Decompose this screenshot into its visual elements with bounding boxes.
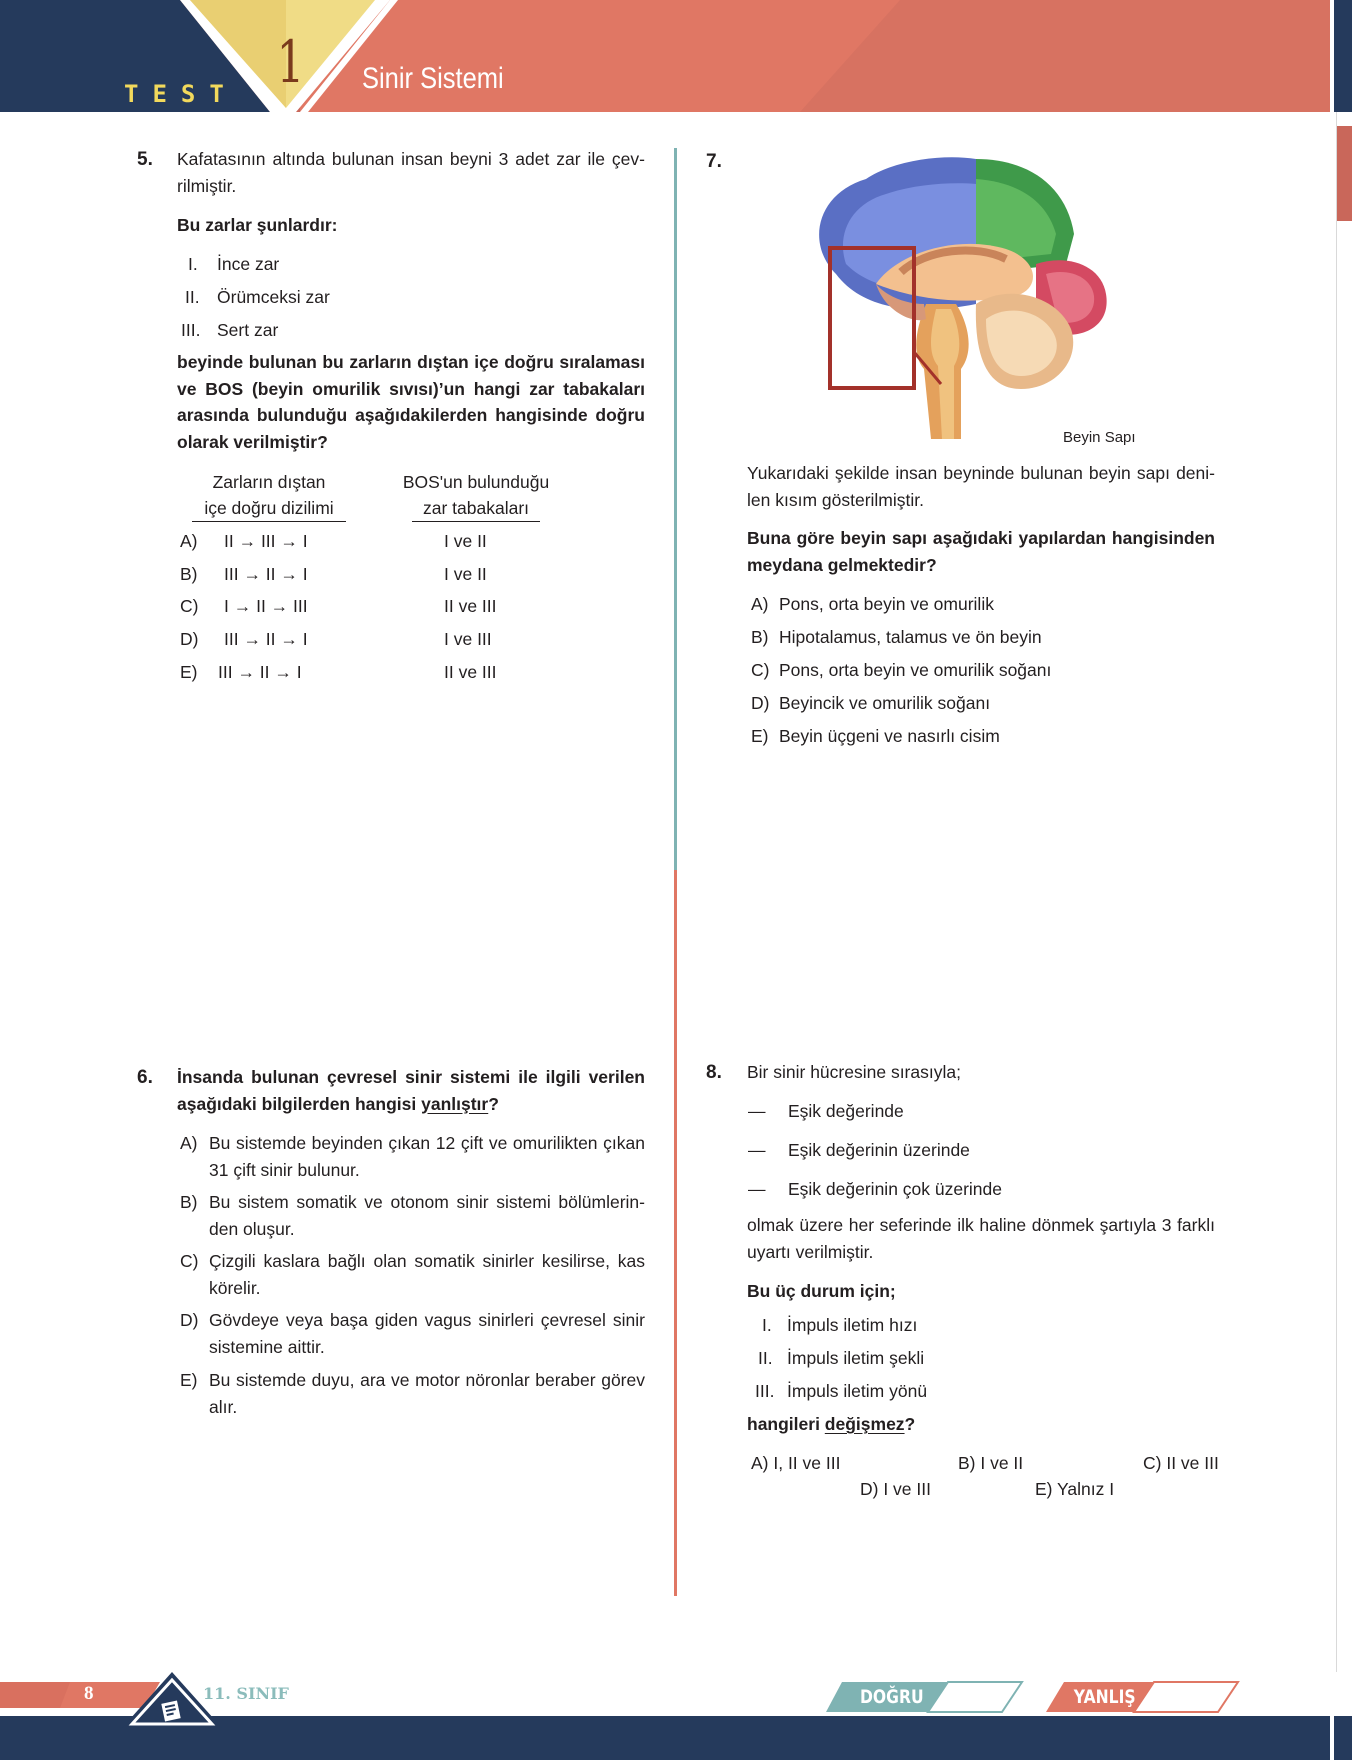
item-text: Örümceksi zar — [217, 287, 330, 307]
prompt-text: ? — [904, 1414, 916, 1434]
option-letter: B) — [180, 564, 198, 584]
stem-line: rilmiştir. — [177, 175, 237, 196]
option-c[interactable] — [180, 593, 198, 619]
option-line: sistemine aittir. — [209, 1336, 325, 1357]
test-number: 1 — [276, 28, 305, 96]
emphasis-word: yanlıştır — [421, 1093, 489, 1114]
grade-label: 11. SINIF — [203, 1684, 289, 1703]
option-line: Bu sistemde duyu, ara ve motor nöronlar beraber görev — [209, 1370, 645, 1390]
option-b-text — [209, 1189, 645, 1242]
prompt-line: ve BOS (beyin omurilik sıvısı)’un hangi zar tabakaları — [177, 378, 645, 399]
option-text: Beyin üçgeni ve nasırlı cisim — [779, 726, 1000, 746]
option-letter: D) — [180, 629, 199, 649]
stem-line — [177, 1091, 645, 1118]
option-d-text — [209, 1307, 645, 1360]
option-d[interactable]: D) I ve III — [860, 1479, 931, 1499]
question-lead: Bu üç durum için; — [747, 1281, 896, 1301]
option-a[interactable] — [180, 1130, 209, 1156]
option-e[interactable] — [180, 1367, 198, 1393]
option-b[interactable] — [751, 624, 1042, 650]
option-line: Bu sistemde beyinden çıkan 12 çift ve omurilikten çıkan — [209, 1133, 645, 1153]
question-prompt — [177, 349, 645, 455]
prompt-line: arasında bulunduğu aşağıdakilerden hangisinde doğru — [177, 405, 645, 425]
book-icon — [158, 1696, 186, 1724]
item-text: İnce zar — [217, 254, 280, 274]
option-layers: I ve II — [444, 531, 487, 551]
option-letter: D) — [751, 693, 770, 713]
option-c[interactable] — [751, 657, 1051, 683]
option-line: körelir. — [209, 1277, 261, 1298]
header-line: BOS'un bulunduğu — [402, 472, 550, 492]
item-text: İmpuls iletim şekli — [787, 1348, 925, 1368]
column-divider-bottom — [674, 870, 677, 1596]
dash-item-text: Eşik değerinin üzerinde — [788, 1140, 970, 1160]
option-a[interactable] — [751, 591, 994, 617]
roman-numeral: I. — [762, 1315, 772, 1335]
option-letter: E) — [751, 726, 769, 746]
option-letter: A) — [180, 531, 198, 551]
option-order: III → II → I — [224, 629, 308, 649]
roman-numeral: I. — [188, 254, 198, 274]
roman-numeral: II. — [758, 1348, 773, 1368]
question-prompt — [747, 1411, 915, 1438]
option-c[interactable] — [180, 1248, 198, 1274]
option-c[interactable]: C) II ve III — [1143, 1453, 1219, 1473]
stem-line: len kısım gösterilmiştir. — [747, 489, 924, 510]
correct-count-label: DOĞRU — [859, 1686, 924, 1708]
option-text: Pons, orta beyin ve omurilik — [779, 594, 994, 614]
test-label: TEST — [124, 80, 238, 108]
option-e[interactable] — [751, 723, 1000, 749]
option-d[interactable] — [180, 626, 198, 652]
option-line: alır. — [209, 1396, 238, 1417]
option-letter: B) — [751, 627, 769, 647]
question-stem — [747, 460, 1215, 513]
option-order: I → II → III — [224, 596, 308, 616]
option-letter: A) — [751, 594, 769, 614]
option-d[interactable] — [751, 690, 990, 716]
stem-text: ? — [488, 1093, 499, 1114]
header-line: içe doğru dizilimi — [192, 495, 346, 522]
option-line: den oluşur. — [209, 1218, 295, 1239]
option-a-text — [209, 1130, 645, 1183]
context-line: uyartı verilmiştir. — [747, 1241, 874, 1262]
option-letter: C) — [180, 1251, 199, 1271]
option-a[interactable]: A) I, II ve III — [751, 1453, 841, 1473]
header-line: Zarların dıştan — [212, 472, 326, 492]
option-letter: E) — [180, 662, 198, 682]
item-text: İmpuls iletim yönü — [787, 1381, 928, 1401]
wrong-count-field[interactable] — [1156, 1683, 1226, 1711]
option-layers: II ve III — [444, 596, 497, 616]
option-letter: C) — [751, 660, 770, 680]
option-c-text — [209, 1248, 645, 1301]
question-context — [747, 1212, 1215, 1265]
correct-count-field[interactable] — [950, 1683, 1020, 1711]
option-order: III → II → I — [224, 564, 308, 584]
roman-numeral: III. — [755, 1381, 775, 1401]
stem-line: Kafatasının altında bulunan insan beyni 3 adet zar ile çev- — [177, 149, 645, 169]
option-b[interactable]: B) I ve II — [958, 1453, 1024, 1473]
option-letter: E) — [180, 1370, 198, 1390]
prompt-line: Buna göre beyin sapı aşağıdaki yapılardan hangisinden — [747, 528, 1215, 548]
question-stem — [177, 146, 645, 199]
page-number: 8 — [84, 1683, 94, 1704]
roman-numeral: III. — [181, 320, 201, 340]
dash-marker: — — [748, 1101, 766, 1121]
prompt-line: olarak verilmiştir? — [177, 431, 328, 452]
question-number: 7. — [706, 151, 722, 172]
option-text: Hipotalamus, talamus ve ön beyin — [779, 627, 1042, 647]
context-line: olmak üzere her seferinde ilk haline dönmek şartıyla 3 farklı — [747, 1215, 1215, 1235]
dash-item-text: Eşik değerinde — [788, 1101, 904, 1121]
option-line: Gövdeye veya başa giden vagus sinirleri çevresel sinir — [209, 1310, 645, 1330]
side-tab — [1337, 126, 1352, 221]
option-line: Çizgili kaslara bağlı olan somatik sinirler kesilirse, kas — [209, 1251, 645, 1271]
option-d[interactable] — [180, 1307, 198, 1333]
stem-line: İnsanda bulunan çevresel sinir sistemi ile ilgili verilen — [177, 1067, 645, 1087]
option-letter: C) — [180, 596, 199, 616]
item-text: İmpuls iletim hızı — [787, 1315, 918, 1335]
column-header-order — [192, 469, 346, 522]
option-e[interactable]: E) Yalnız I — [1035, 1479, 1115, 1499]
column-divider-top — [674, 148, 677, 870]
question-number: 6. — [137, 1067, 153, 1088]
item-text: Sert zar — [217, 320, 279, 340]
wrong-count-label: YANLIŞ — [1073, 1686, 1136, 1708]
option-layers: II ve III — [444, 662, 497, 682]
option-e[interactable] — [180, 659, 198, 685]
page-header — [0, 0, 1352, 112]
option-a[interactable] — [180, 528, 198, 554]
emphasis-word: değişmez — [824, 1414, 905, 1434]
option-letter: A) — [180, 1133, 198, 1153]
option-line: 31 çift sinir bulunur. — [209, 1159, 360, 1180]
prompt-line: meydana gelmektedir? — [747, 554, 937, 575]
dash-marker: — — [748, 1140, 766, 1160]
option-letter: D) — [180, 1310, 199, 1330]
option-order: II → III → I — [224, 531, 308, 551]
dash-marker: — — [748, 1179, 766, 1199]
option-layers: I ve II — [444, 564, 487, 584]
option-layers: I ve III — [444, 629, 492, 649]
dash-item-text: Eşik değerinin çok üzerinde — [788, 1179, 1003, 1199]
question-number: 8. — [706, 1062, 722, 1083]
option-order: III → II → I — [218, 662, 302, 682]
column-header-layers — [398, 469, 554, 522]
option-b[interactable] — [180, 561, 198, 587]
stem-text: aşağıdaki bilgilerden hangisi — [177, 1093, 422, 1114]
question-stem: Bir sinir hücresine sırasıyla; — [747, 1062, 961, 1082]
roman-numeral: II. — [185, 287, 200, 307]
option-text: Beyincik ve omurilik soğanı — [779, 693, 991, 713]
option-text: Pons, orta beyin ve omurilik soğanı — [779, 660, 1052, 680]
question-number: 5. — [137, 149, 153, 170]
option-b[interactable] — [180, 1189, 198, 1215]
option-line: Bu sistem somatik ve otonom sinir sistemi bölümlerin- — [209, 1192, 645, 1212]
side-rule — [1336, 112, 1337, 1672]
brain-illustration — [806, 154, 1136, 444]
question-stem — [177, 1064, 645, 1117]
prompt-line: beyinde bulunan bu zarların dıştan içe doğru sıralaması — [177, 352, 645, 372]
option-e-text — [209, 1367, 645, 1420]
question-prompt — [747, 525, 1215, 578]
page-title: Sinir Sistemi — [362, 62, 504, 95]
header-line: zar tabakaları — [412, 495, 540, 522]
question-lead: Bu zarlar şunlardır: — [177, 215, 338, 235]
stem-line: Yukarıdaki şekilde insan beyninde bulunan beyin sapı deni- — [747, 463, 1215, 483]
option-letter: B) — [180, 1192, 198, 1212]
prompt-text: hangileri — [747, 1414, 825, 1434]
figure-label: Beyin Sapı — [1063, 429, 1136, 446]
